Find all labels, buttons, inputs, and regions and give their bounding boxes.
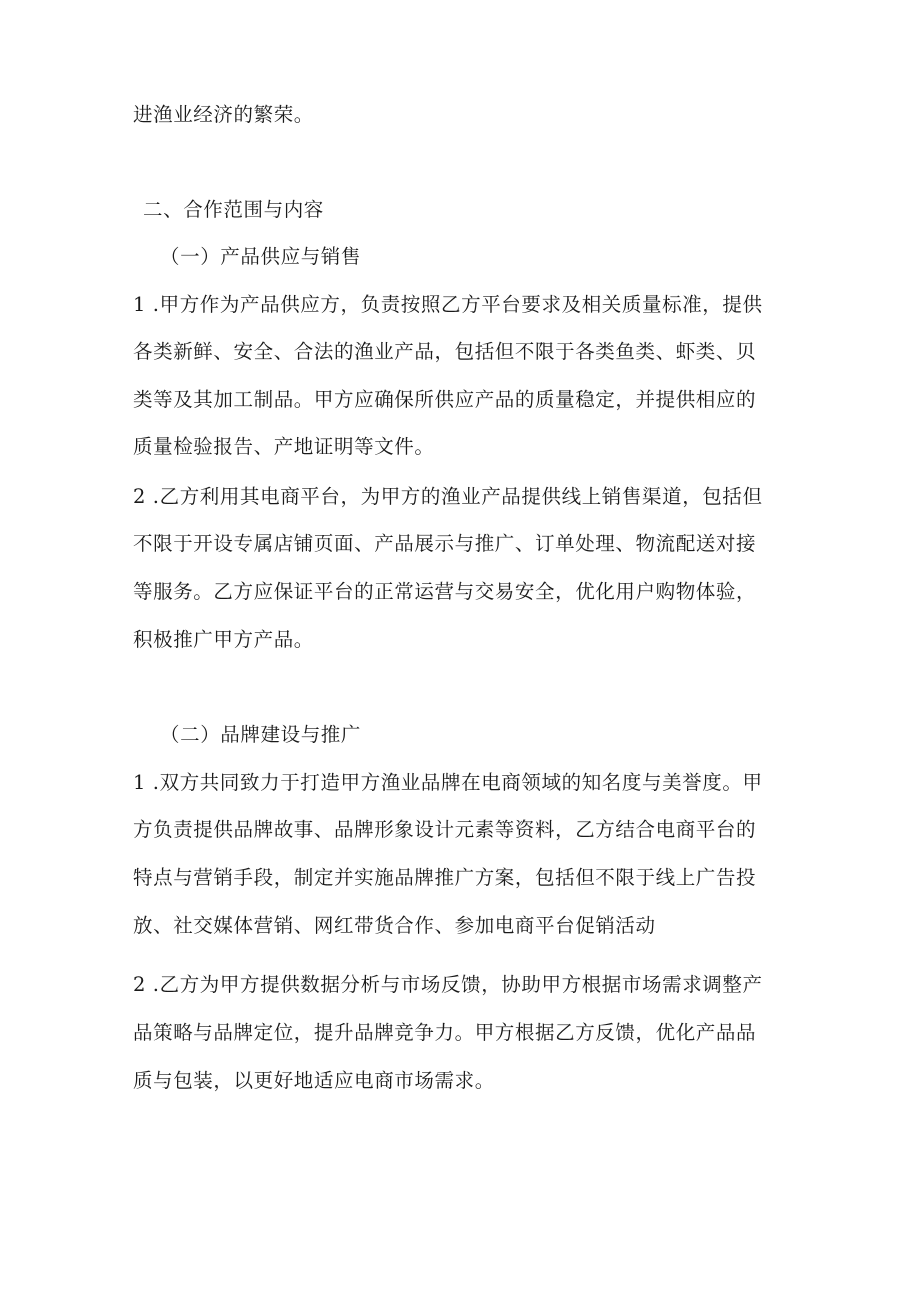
intro-tail-line: 进渔业经济的繁荣。 [133,103,314,126]
sub2-item1-line-1: 1 .双方共同致力于打造甲方渔业品牌在电商领域的知名度与美誉度。甲 [133,771,763,794]
section-2-heading: 二、合作范围与内容 [143,198,324,221]
sub2-item2-line-3: 质与包装，以更好地适应电商市场需求。 [133,1069,495,1092]
sub1-item1-line-4: 质量检验报告、产地证明等文件。 [133,435,435,458]
sub2-item1-line-3: 特点与营销手段，制定并实施品牌推广方案，包括但不限于线上广告投 [133,866,757,889]
sub2-item1-line-2: 方负责提供品牌故事、品牌形象设计元素等资料，乙方结合电商平台的 [133,818,757,841]
sub2-item1-line-4: 放、社交媒体营销、网红带货合作、参加电商平台促销活动 [133,914,656,937]
subsection-2-heading: （二）品牌建设与推广 [160,723,362,746]
sub1-item2-line-2: 不限于开设专属店铺页面、产品展示与推广、订单处理、物流配送对接 [133,532,757,555]
sub2-item2-line-2: 品策略与品牌定位，提升品牌竞争力。甲方根据乙方反馈，优化产品品 [133,1021,757,1044]
sub1-item2-line-3: 等服务。乙方应保证平台的正常运营与交易安全，优化用户购物体验， [133,580,757,603]
sub1-item2-line-4: 积极推广甲方产品。 [133,628,314,651]
sub1-item2-line-1: 2 .乙方利用其电商平台，为甲方的渔业产品提供线上销售渠道，包括但 [133,485,763,508]
sub1-item1-line-1: 1 .甲方作为产品供应方，负责按照乙方平台要求及相关质量标准，提供 [133,293,763,316]
sub2-item2-line-1: 2 .乙方为甲方提供数据分析与市场反馈，协助甲方根据市场需求调整产 [133,973,763,996]
sub1-item1-line-2: 各类新鲜、安全、合法的渔业产品，包括但不限于各类鱼类、虾类、贝 [133,340,757,363]
subsection-1-heading: （一）产品供应与销售 [160,245,362,268]
sub1-item1-line-3: 类等及其加工制品。甲方应确保所供应产品的质量稳定，并提供相应的 [133,388,757,411]
